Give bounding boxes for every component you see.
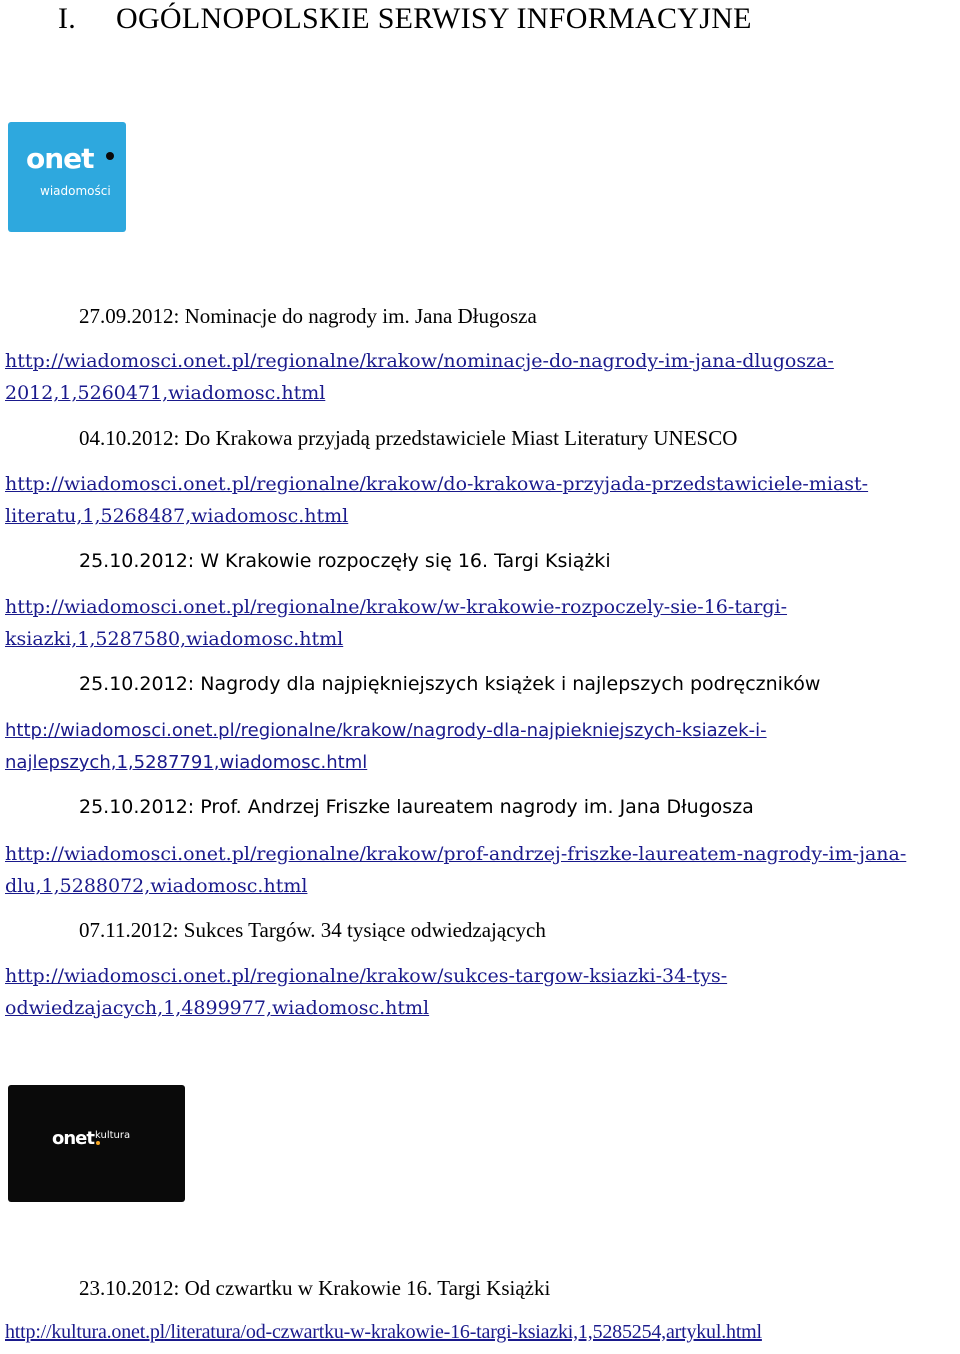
section-number: I. [58,2,77,35]
entry-link[interactable]: http://kultura.onet.pl/literatura/od-czwartku-w-krakowie-16-targi-ksiazki,1,5285254,artykul.html [5,1321,762,1343]
onet-wordmark: onet [26,142,94,175]
entry-link-continued[interactable]: 2012,1,5260471,wiadomosc.html [5,382,326,404]
onet-wiadomosci-logo [8,122,126,232]
logo-dot-icon [96,1141,100,1145]
entry-link[interactable]: http://wiadomosci.onet.pl/regionalne/krakow/do-krakowa-przyjada-przedstawiciele-miast- [5,473,869,495]
entry-link-continued[interactable]: dlu,1,5288072,wiadomosc.html [5,875,308,897]
logo-subtitle: wiadomości [40,184,111,198]
entry-title: 25.10.2012: Prof. Andrzej Friszke laureatem nagrody im. Jana Długosza [79,796,754,818]
entry-title: 27.09.2012: Nominacje do nagrody im. Jana Długosza [79,304,537,328]
entry-title: 04.10.2012: Do Krakowa przyjadą przedstawiciele Miast Literatury UNESCO [79,426,738,450]
entry-title: 25.10.2012: Nagrody dla najpiękniejszych książek i najlepszych podręczników [79,673,821,695]
entry-link[interactable]: http://wiadomosci.onet.pl/regionalne/krakow/nagrody-dla-najpiekniejszych-ksiazek-i- [5,720,767,741]
entry-title: 23.10.2012: Od czwartku w Krakowie 16. Targi Książki [79,1276,551,1300]
entry-link-continued[interactable]: najlepszych,1,5287791,wiadomosc.html [5,752,368,773]
entry-link-continued[interactable]: ksiazki,1,5287580,wiadomosc.html [5,628,344,650]
entry-link[interactable]: http://wiadomosci.onet.pl/regionalne/krakow/nominacje-do-nagrody-im-jana-dlugosza- [5,350,834,372]
entry-link-continued[interactable]: odwiedzajacych,1,4899977,wiadomosc.html [5,997,430,1019]
onet-wordmark: onet [52,1128,94,1149]
logo-subtitle: kultura [95,1130,131,1141]
onet-kultura-logo [8,1085,185,1202]
entry-title: 25.10.2012: W Krakowie rozpoczęły się 16. Targi Książki [79,550,611,572]
section-heading [58,2,752,36]
entry-title: 07.11.2012: Sukces Targów. 34 tysiące odwiedzających [79,918,546,942]
entry-link[interactable]: http://wiadomosci.onet.pl/regionalne/krakow/sukces-targow-ksiazki-34-tys- [5,965,728,987]
entry-link-continued[interactable]: literatu,1,5268487,wiadomosc.html [5,505,349,527]
entry-link[interactable]: http://wiadomosci.onet.pl/regionalne/krakow/prof-andrzej-friszke-laureatem-nagrody-im-jana- [5,843,907,865]
section-title: OGÓLNOPOLSKIE SERWISY INFORMACYJNE [116,2,752,35]
logo-dot-icon [106,152,114,160]
entry-link[interactable]: http://wiadomosci.onet.pl/regionalne/krakow/w-krakowie-rozpoczely-sie-16-targi- [5,596,788,618]
